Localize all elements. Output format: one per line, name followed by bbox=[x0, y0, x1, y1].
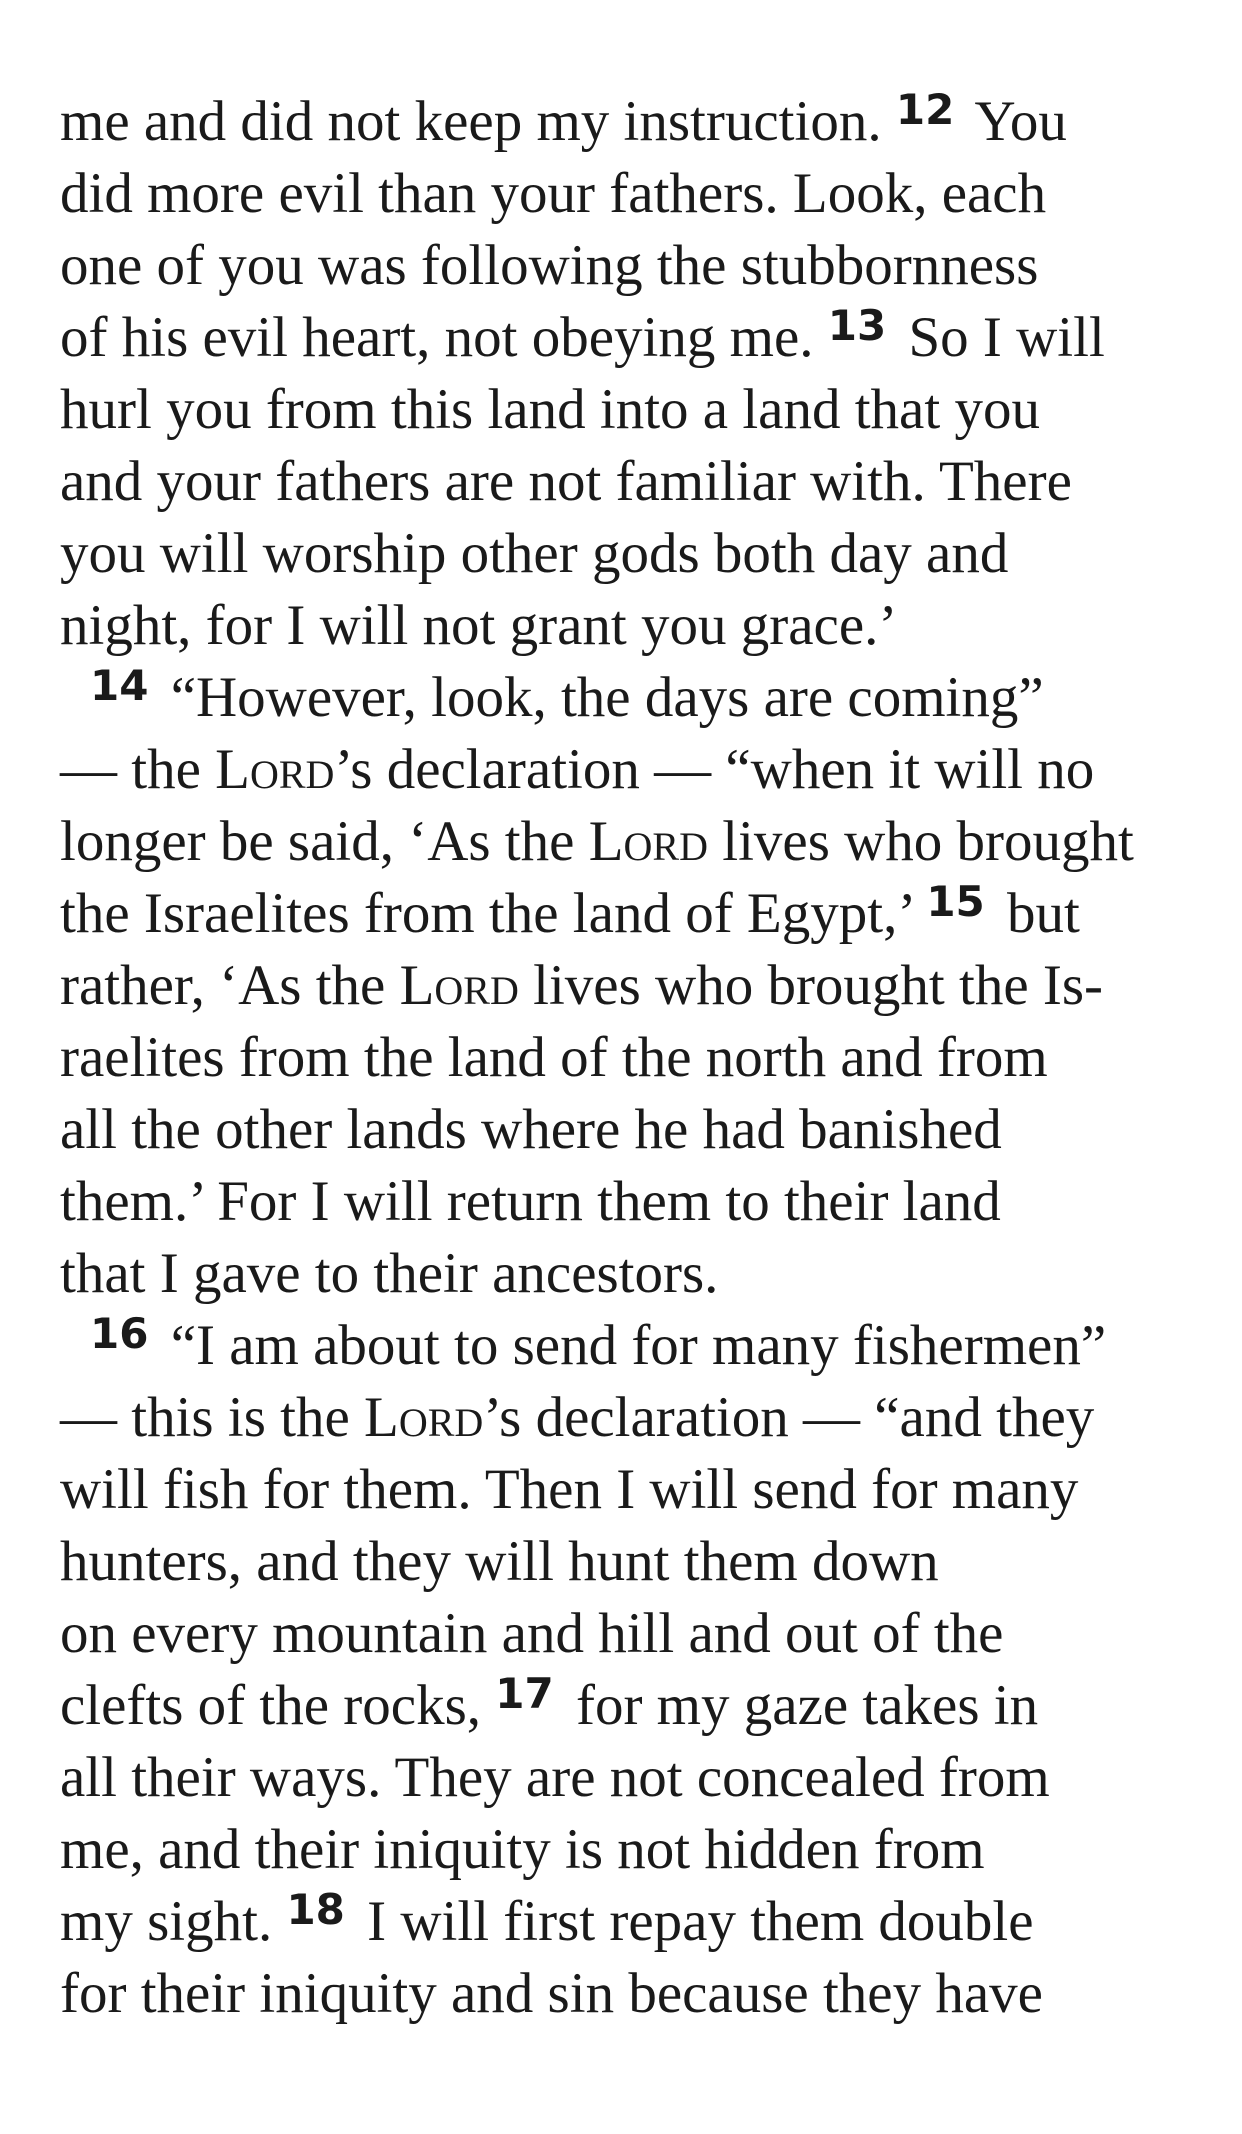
text-line-15: all the other lands where he had banished bbox=[60, 1098, 1002, 1161]
text-line-23: clefts of the rocks, $^{17}$ for my gaze takes in bbox=[60, 1669, 1039, 1737]
text-line-19: — this is the Lord’s declaration — “and they bbox=[60, 1386, 1095, 1449]
text-line-27: for their iniquity and sin because they have bbox=[60, 1962, 1043, 2025]
verse-number-17: 17 bbox=[495, 1669, 554, 1718]
text-line-10: — the Lord’s declaration — “when it will no bbox=[60, 738, 1095, 801]
verse-number-12: 12 bbox=[895, 85, 955, 134]
text-line-18: $^{16}$ “I am about to send for many fishermen” bbox=[90, 1309, 1107, 1377]
verse-number-18: 18 bbox=[286, 1885, 345, 1934]
scripture-page bbox=[60, 86, 1200, 2030]
text-line-24: all their ways. They are not concealed from bbox=[60, 1746, 1050, 1809]
divine-name: Lord bbox=[364, 1386, 484, 1449]
divine-name: Lord bbox=[399, 954, 519, 1017]
text-line-16: them.’ For I will return them to their land bbox=[60, 1170, 1001, 1233]
text-line-2: did more evil than your fathers. Look, each bbox=[60, 162, 1047, 225]
text-line-26: my sight. $^{18}$ I will first repay them double bbox=[60, 1885, 1034, 1953]
text-line-14: raelites from the land of the north and from bbox=[60, 1026, 1048, 1089]
text-line-22: on every mountain and hill and out of the bbox=[60, 1602, 1004, 1665]
verse-number-13: 13 bbox=[827, 301, 887, 350]
text-line-25: me, and their iniquity is not hidden from bbox=[60, 1818, 985, 1881]
text-line-1: me and did not keep my instruction. $^{12}$ You bbox=[60, 85, 1067, 153]
verse-number-15: 15 bbox=[926, 877, 985, 926]
text-line-9: $^{14}$ “However, look, the days are coming” bbox=[90, 661, 1044, 729]
text-line-12: the Israelites from the land of Egypt,’ $^{15}$ but bbox=[60, 877, 1080, 945]
text-line-3: one of you was following the stubbornness bbox=[60, 234, 1039, 297]
verse-number-16: 16 bbox=[90, 1309, 149, 1358]
text-line-13: rather, ‘As the Lord lives who brought the Is- bbox=[60, 954, 1104, 1017]
verse-number-14: 14 bbox=[90, 661, 149, 710]
text-line-17: that I gave to their ancestors. bbox=[60, 1242, 719, 1305]
text-line-20: will fish for them. Then I will send for many bbox=[60, 1458, 1079, 1521]
text-line-5: hurl you from this land into a land that you bbox=[60, 378, 1040, 441]
text-line-11: longer be said, ‘As the Lord lives who brought bbox=[60, 810, 1134, 873]
text-line-7: you will worship other gods both day and bbox=[60, 522, 1009, 585]
divine-name: Lord bbox=[215, 738, 335, 801]
text-line-21: hunters, and they will hunt them down bbox=[60, 1530, 939, 1593]
text-line-8: night, for I will not grant you grace.’ bbox=[60, 594, 898, 657]
divine-name: Lord bbox=[588, 810, 708, 873]
text-line-4: of his evil heart, not obeying me. $^{13}$ So I will bbox=[60, 301, 1105, 369]
text-line-6: and your fathers are not familiar with. There bbox=[60, 450, 1072, 513]
